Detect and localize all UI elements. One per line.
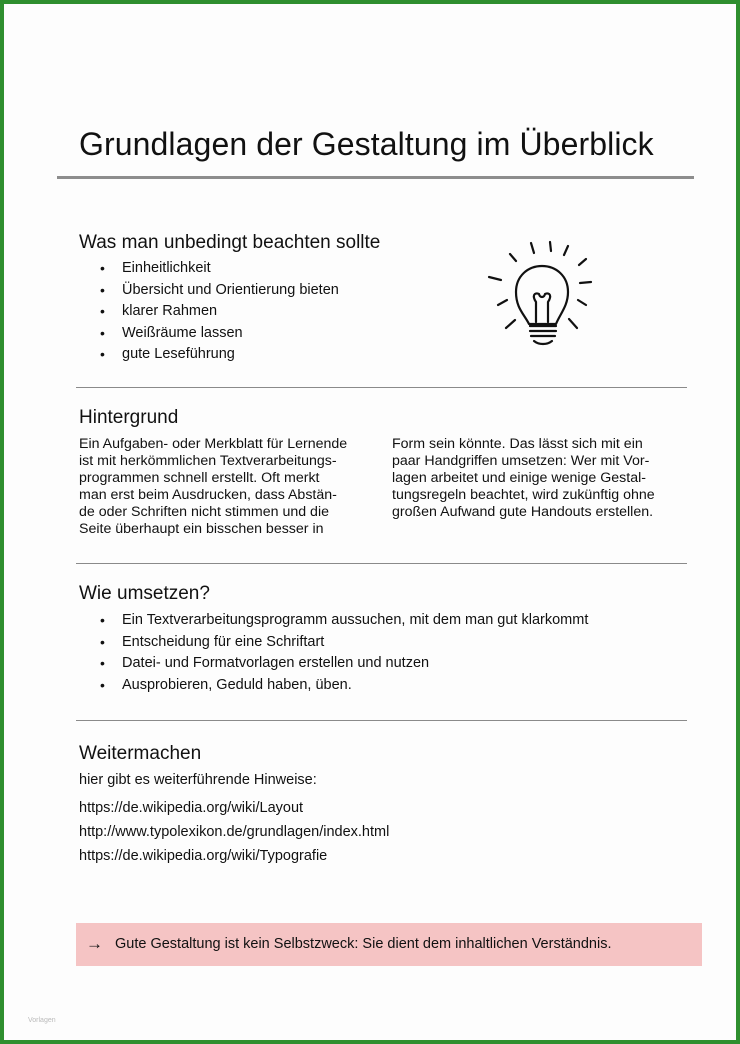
- watermark: Vorlagen: [28, 1017, 56, 1024]
- bullet-icon: •: [100, 655, 105, 671]
- section-heading-hintergrund: Hintergrund: [79, 407, 179, 428]
- callout-text: Gute Gestaltung ist kein Selbstzweck: Sie dient dem inhaltlichen Verständnis.: [115, 936, 612, 952]
- list-item: • Weißräume lassen: [100, 323, 339, 345]
- bullet-icon: •: [100, 676, 105, 693]
- bullet-icon: •: [100, 633, 105, 650]
- list-item: • klarer Rahmen: [100, 301, 339, 323]
- list-item: • Datei- und Formatvorlagen erstellen und nutzen: [100, 653, 588, 675]
- list-item: • Ein Textverarbeitungsprogramm aussuchen, mit dem man gut klarkommt: [100, 610, 588, 632]
- list-item: • Einheitlichkeit: [100, 258, 339, 280]
- callout-box: [76, 923, 702, 966]
- list-item: • Übersicht und Orientierung bieten: [100, 280, 339, 302]
- link-typolexikon[interactable]: http://www.typolexikon.de/grundlagen/index.html: [79, 824, 390, 840]
- page-title: Grundlagen der Gestaltung im Überblick: [79, 126, 654, 162]
- hintergrund-column-1: Ein Aufgaben- oder Merkblatt für Lernende ist mit herkömmlichen Textverarbeitungs- programmen schnell erstellt. Oft merkt man erst beim Ausdrucken, dass Abstän- de oder Schriften nicht stimmen und die Seite überhaupt ein bisschen besser in: [79, 436, 348, 537]
- section-divider: [76, 387, 687, 388]
- bullet-icon: •: [100, 260, 105, 276]
- section-divider: [76, 720, 687, 721]
- bullet-icon: •: [100, 324, 105, 341]
- title-divider: [57, 176, 694, 179]
- lightbulb-icon: [484, 236, 610, 356]
- list-item: • Entscheidung für eine Schriftart: [100, 632, 588, 654]
- beachten-list: [100, 258, 339, 366]
- bullet-icon: •: [100, 281, 105, 298]
- arrow-right-icon: →: [86, 934, 103, 953]
- section-heading-weitermachen: Weitermachen: [79, 743, 202, 764]
- hintergrund-column-2: Form sein könnte. Das lässt sich mit ein paar Handgriffen umsetzen: Wer mit Vor- lagen arbeitet und einige wenige Gestal- tungsregeln beachtet, wird zukünftig ohne großen Aufwand gute Handouts erstellen.: [392, 436, 655, 520]
- bullet-icon: •: [100, 612, 105, 628]
- section-divider: [76, 563, 687, 564]
- bullet-icon: •: [100, 346, 105, 362]
- weitermachen-intro: hier gibt es weiterführende Hinweise:: [79, 772, 317, 788]
- section-heading-umsetzen: Wie umsetzen?: [79, 583, 210, 604]
- section-heading-beachten: Was man unbedingt beachten sollte: [79, 232, 381, 253]
- umsetzen-list: [100, 610, 588, 696]
- link-wikipedia-layout[interactable]: https://de.wikipedia.org/wiki/Layout: [79, 800, 304, 816]
- list-item: • Ausprobieren, Geduld haben, üben.: [100, 675, 588, 697]
- link-wikipedia-typografie[interactable]: https://de.wikipedia.org/wiki/Typografie: [79, 848, 328, 864]
- bullet-icon: •: [100, 303, 105, 319]
- list-item: • gute Leseführung: [100, 344, 339, 366]
